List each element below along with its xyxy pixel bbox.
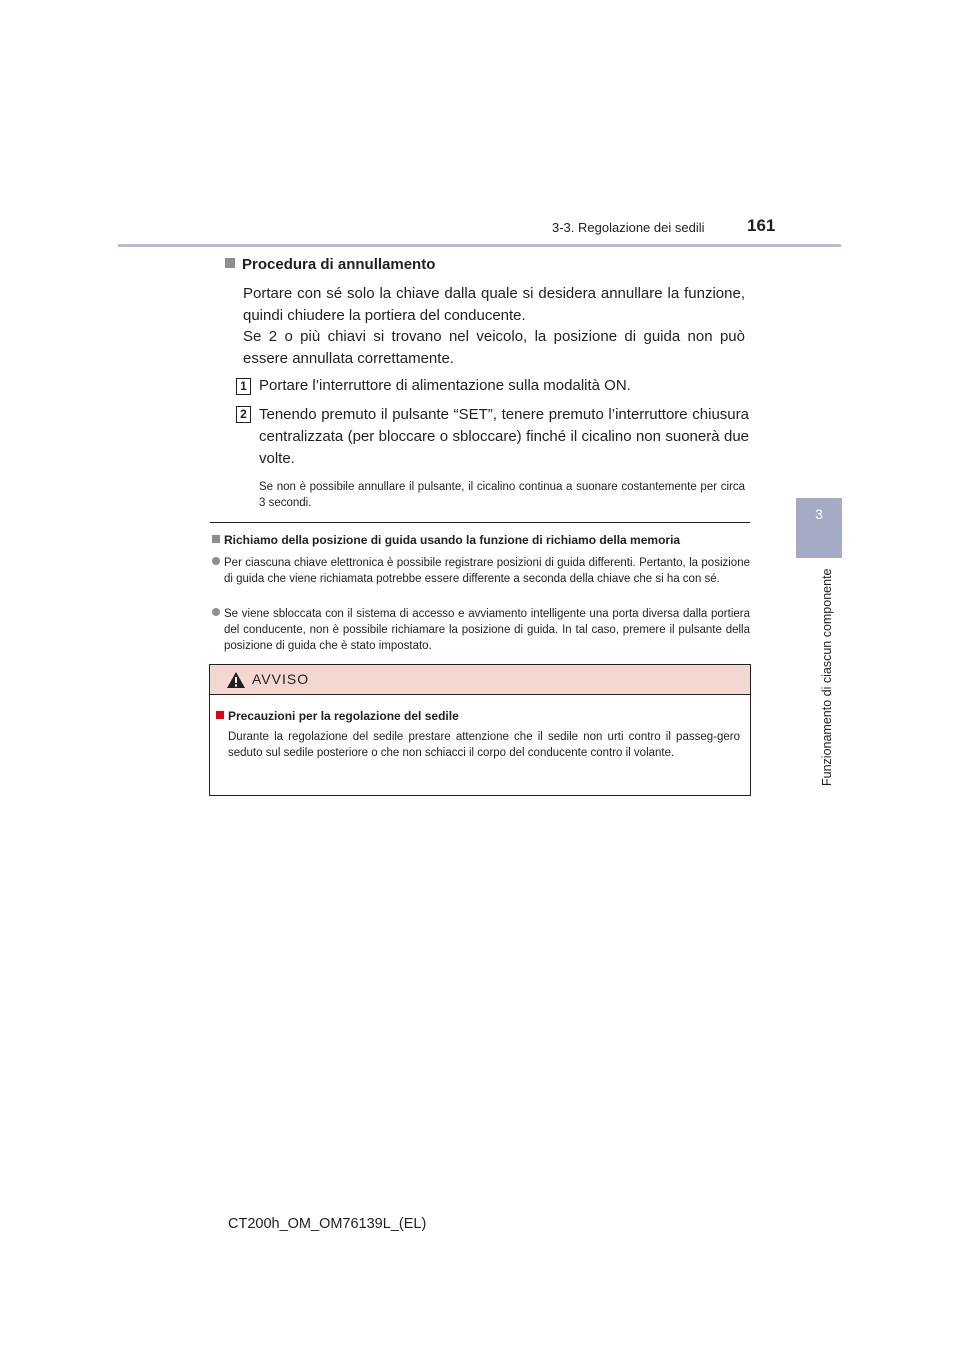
info-bullet-1-text: Per ciascuna chiave elettronica è possibile registrare posizioni di guida differenti. Pertanto, la posizione di guida che viene richiamata potrebbe essere differente a seconda della chiave che si ha con sé. <box>224 557 750 585</box>
header-section-title: 3-3. Regolazione dei sedili <box>552 220 705 235</box>
section-divider <box>210 522 750 523</box>
step-2-text: Tenendo premuto il pulsante “SET”, tenere premuto l’interruttore chiusura centralizzata (per bloccare o sbloccare) finché il cicalino non suonerà due volte. <box>259 406 749 467</box>
section-heading-text: Procedura di annullamento <box>242 256 436 273</box>
chapter-number: 3 <box>815 506 823 522</box>
footer-code: CT200h_OM_OM76139L_(EL) <box>228 1216 427 1232</box>
info-bullet-2 <box>212 606 750 654</box>
paragraph-1: Portare con sé solo la chiave dalla quale si desidera annullare la funzione, quindi chiudere la portiera del conducente. <box>243 285 745 324</box>
info-heading <box>212 533 680 547</box>
step-1-text: Portare l’interruttore di alimentazione sulla modalità ON. <box>259 377 631 394</box>
page-number: 161 <box>747 216 776 235</box>
round-bullet-icon <box>212 557 220 565</box>
square-bullet-icon <box>216 711 224 719</box>
chapter-tab <box>796 498 842 558</box>
header-divider <box>118 244 841 247</box>
step-number-1: 1 <box>236 378 251 395</box>
chapter-title: Funzionamento di ciascun componente <box>820 568 834 786</box>
paragraph-2: Se 2 o più chiavi si trovano nel veicolo, la posizione di guida non può essere annullata correttamente. <box>243 328 745 367</box>
square-bullet-icon <box>212 535 220 543</box>
warning-text: Durante la regolazione del sedile prestare attenzione che il sedile non urti contro il passeg-gero seduto sul sedile posteriore o che non schiacci il corpo del conducente contro il volante. <box>228 731 740 759</box>
warning-subtitle-text: Precauzioni per la regolazione del sedile <box>228 709 459 723</box>
step-number-2: 2 <box>236 406 251 423</box>
step-note: Se non è possibile annullare il pulsante, il cicalino continua a suonare costantemente per circa 3 secondi. <box>259 481 745 509</box>
warning-subtitle <box>216 709 459 723</box>
square-bullet-icon <box>225 258 235 268</box>
section-heading <box>225 256 435 273</box>
info-heading-text: Richiamo della posizione di guida usando la funzione di richiamo della memoria <box>224 533 681 547</box>
info-bullet-1 <box>212 555 750 587</box>
round-bullet-icon <box>212 608 220 616</box>
warning-label: AVVISO <box>252 671 310 687</box>
warning-triangle-icon <box>226 671 246 689</box>
info-bullet-2-text: Se viene sbloccata con il sistema di accesso e avviamento intelligente una porta diversa dalla portiera del conducente, non è possibile richiamare la posizione di guida. In tal caso, premere il pulsante della posizione di guida che è stato impostato. <box>224 608 750 652</box>
